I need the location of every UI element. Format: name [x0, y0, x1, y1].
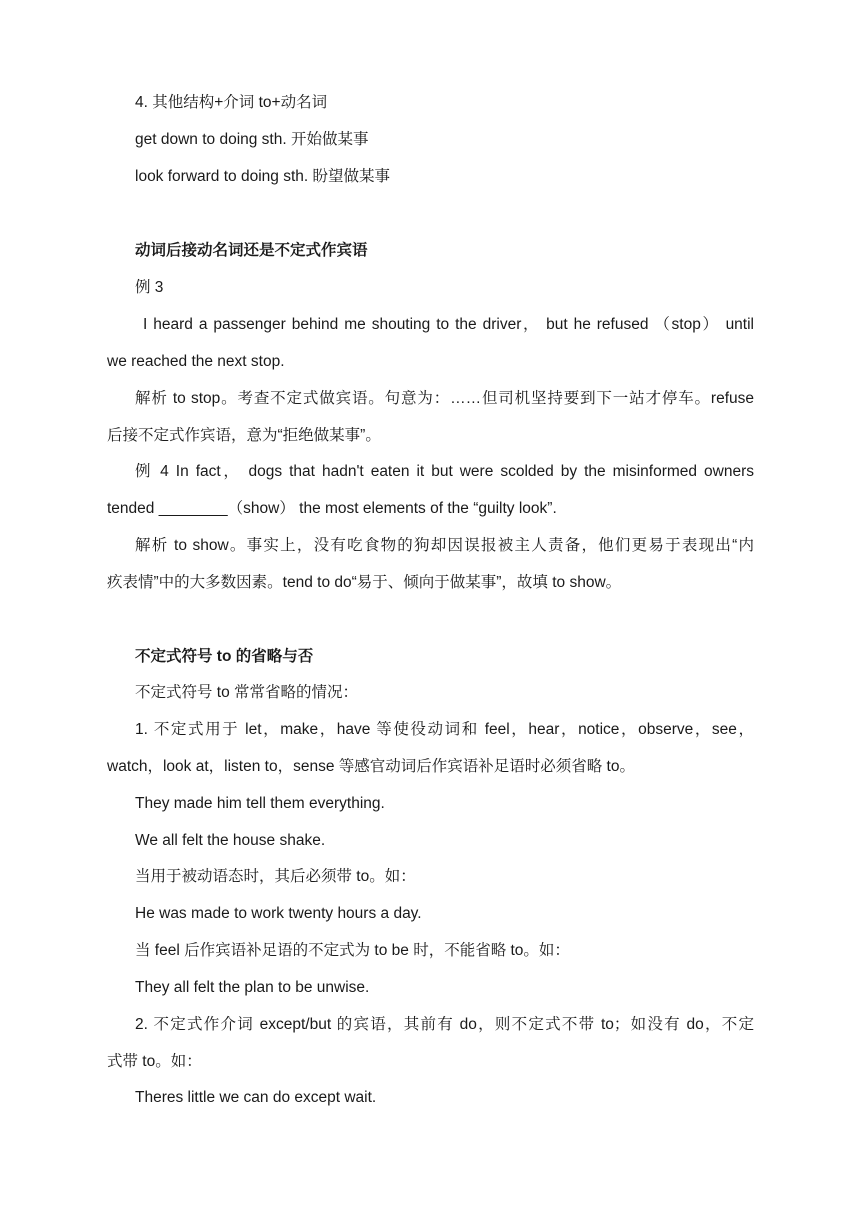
phrase-item: look forward to doing sth. 盼望做某事 — [135, 168, 390, 185]
example4-paragraph — [107, 462, 754, 519]
rule1-paragraph — [107, 720, 754, 777]
example-sentence: He was made to work twenty hours a day. — [135, 905, 422, 922]
analysis-line: 解析 to stop。考查不定式做宾语。句意为：……但司机坚持要到下一站才停车。refuse — [135, 390, 754, 407]
section-intro: 不定式符号 to 常常省略的情况： — [135, 684, 359, 701]
rule-line: watch，look at，listen to，sense 等感官动词后作宾语补足语时必须省略 to。 — [107, 758, 635, 775]
example-sentence: Theres little we can do except wait. — [135, 1089, 377, 1106]
example-sentence: They made him tell them everything. — [135, 795, 385, 812]
example-sentence: They all felt the plan to be unwise. — [135, 979, 370, 996]
example4-line: 例 4 In fact， dogs that hadn't eaten it but were scolded by the misinformed owners — [135, 463, 754, 480]
section-heading-other-structures: 4. 其他结构+介词 to+动名词 — [135, 94, 328, 111]
example-label: 例 3 — [135, 279, 164, 296]
example3-line: we reached the next stop. — [107, 353, 285, 370]
note-line: 当 feel 后作宾语补足语的不定式为 to be 时，不能省略 to。如： — [135, 942, 570, 959]
rule-line: 1. 不定式用于 let，make，have 等使役动词和 feel，hear，notice，observe，see， — [135, 721, 754, 738]
section-title-gerund-vs-infinitive: 动词后接动名词还是不定式作宾语 — [135, 242, 368, 259]
analysis-line: 疚表情”中的大多数因素。tend to do“易于、倾向于做某事”，故填 to show。 — [107, 574, 622, 591]
rule2-paragraph — [107, 1015, 754, 1072]
analysis-line: 解析 to show。事实上，没有吃食物的狗却因误报被主人责备，他们更易于表现出“内 — [135, 537, 754, 554]
phrase-item: get down to doing sth. 开始做某事 — [135, 131, 369, 148]
example-sentence: We all felt the house shake. — [135, 832, 326, 849]
example3-line: I heard a passenger behind me shouting to the driver， but he refused （stop） until — [143, 316, 754, 333]
rule-line: 式带 to。如： — [107, 1053, 202, 1070]
section-title-omit-to: 不定式符号 to 的省略与否 — [135, 648, 314, 665]
note-line: 当用于被动语态时，其后必须带 to。如： — [135, 868, 416, 885]
analysis-line: 后接不定式作宾语，意为“拒绝做某事”。 — [107, 427, 381, 444]
example4-line: tended ________（show） the most elements of the “guilty look”. — [107, 500, 557, 517]
analysis3-paragraph — [107, 389, 754, 446]
analysis4-paragraph — [107, 536, 754, 593]
example3-paragraph — [107, 315, 754, 372]
rule-line: 2. 不定式作介词 except/but 的宾语，其前有 do，则不定式不带 to；如没有 do，不定 — [135, 1016, 754, 1033]
